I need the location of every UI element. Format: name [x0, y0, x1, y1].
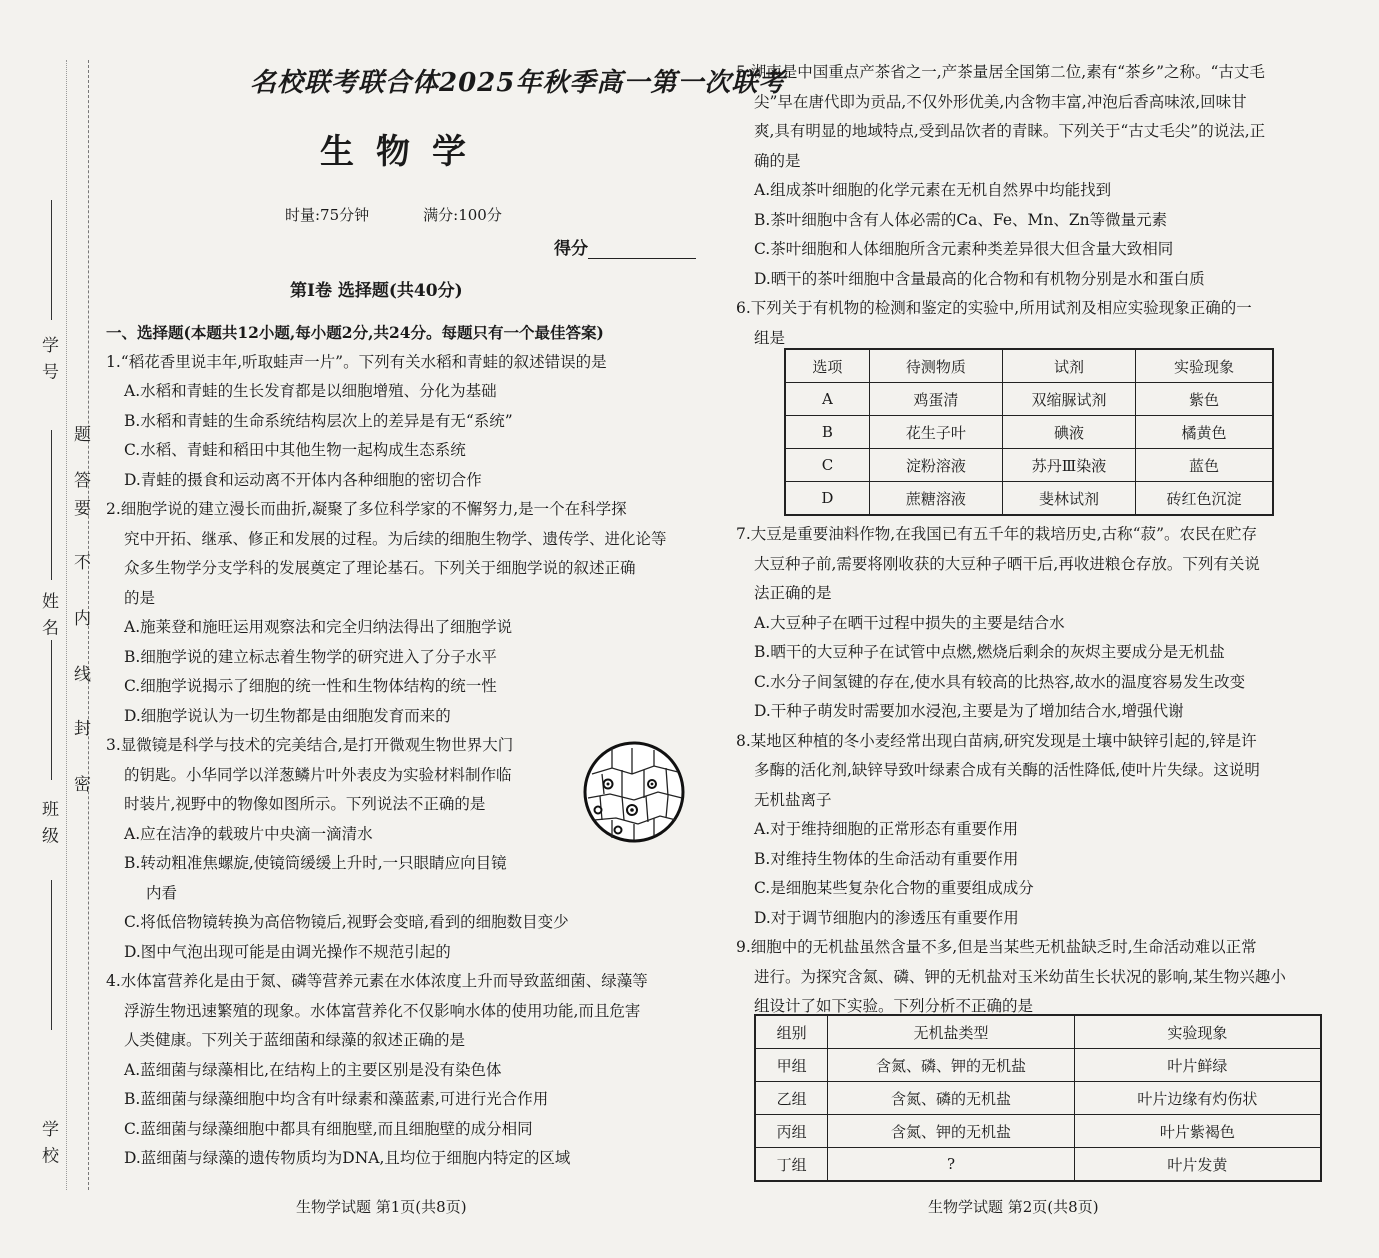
table-cell: 叶片发黄	[1074, 1148, 1321, 1182]
table-header-cell: 试剂	[1002, 349, 1135, 383]
text-line: 7.大豆是重要油料作物,在我国已有五千年的栽培历史,古称“菽”。农民在贮存	[736, 525, 1257, 543]
text-line: D.蓝细菌与绿藻的遗传物质均为DNA,且均位于细胞内特定的区域	[124, 1149, 571, 1167]
text-line: C.水分子间氢键的存在,使水具有较高的比热容,故水的温度容易发生改变	[754, 672, 1246, 691]
text-line: A.蓝细菌与绿藻相比,在结构上的主要区别是没有染色体	[124, 1060, 502, 1079]
table-cell: 叶片紫褐色	[1074, 1115, 1321, 1148]
name-blank	[51, 430, 52, 580]
table-cell: 花生子叶	[869, 416, 1002, 449]
full-score: 满分:100分	[423, 206, 502, 224]
text-line: C.茶叶细胞和人体细胞所含元素种类差异很大但含量大致相同	[754, 240, 1174, 258]
text-line: 9.细胞中的无机盐虽然含量不多,但是当某些无机盐缺乏时,生命活动难以正常	[736, 938, 1257, 956]
question-6-table	[784, 348, 1274, 516]
table-cell: 蔗糖溶液	[869, 482, 1002, 516]
table-cell: A	[785, 383, 869, 416]
table-cell: 丙组	[755, 1115, 828, 1148]
table-row	[755, 1049, 1321, 1082]
text-line: A.大豆种子在晒干过程中损失的主要是结合水	[754, 613, 1065, 632]
table-cell: 砖红色沉淀	[1136, 482, 1274, 516]
seal-char: 密	[74, 775, 91, 795]
table-header-row	[785, 349, 1273, 383]
table-cell: 甲组	[755, 1049, 828, 1082]
text-line: 浮游生物迅速繁殖的现象。水体富营养化不仅影响水体的使用功能,而且危害	[124, 1001, 641, 1020]
text-line: B.茶叶细胞中含有人体必需的Ca、Fe、Mn、Zn等微量元素	[754, 210, 1168, 229]
class-label: 班 级	[38, 800, 58, 846]
table-cell: 含氮、磷、钾的无机盐	[828, 1049, 1074, 1082]
text-line: D.青蛙的摄食和运动离不开体内各种细胞的密切合作	[124, 470, 482, 489]
text-line: 究中开拓、继承、修正和发展的过程。为后续的细胞生物学、遗传学、进化论等	[124, 529, 667, 548]
table-header-cell: 待测物质	[869, 349, 1002, 383]
table-cell: 丁组	[755, 1148, 828, 1182]
text-line: 一、选择题(本题共12小题,每小题2分,共24分。每题只有一个最佳答案)	[106, 323, 604, 342]
text-line: 5.湖南是中国重点产茶省之一,产茶量居全国第二位,素有“茶乡”之称。“古丈毛	[736, 63, 1265, 81]
table-cell: 含氮、钾的无机盐	[828, 1115, 1074, 1148]
text-line: 1.“稻花香里说丰年,听取蛙声一片”。下列有关水稻和青蛙的叙述错误的是	[106, 352, 607, 371]
text-line: C.水稻、青蛙和稻田中其他生物一起构成生态系统	[124, 441, 466, 459]
text-line: A.组成茶叶细胞的化学元素在无机自然界中均能找到	[754, 181, 1112, 199]
text-line: 尖”早在唐代即为贡品,不仅外形优美,内含物丰富,冲泡后香高味浓,回味甘	[754, 92, 1247, 111]
name-label: 姓 名	[38, 592, 58, 638]
binding-margin	[0, 0, 96, 1258]
text-line: 多酶的活化剂,缺锌导致叶绿素合成有关酶的活性降低,使叶片失绿。这说明	[754, 761, 1260, 779]
text-line: D.对于调节细胞内的渗透压有重要作用	[754, 908, 1019, 927]
text-line: 组是	[754, 328, 786, 347]
section-heading: 第Ⅰ卷 选择题(共40分)	[290, 281, 463, 301]
text-line: 确的是	[754, 151, 801, 170]
table-row	[785, 449, 1273, 482]
text-line: A.水稻和青蛙的生长发育都是以细胞增殖、分化为基础	[124, 382, 497, 400]
text-line: 2.细胞学说的建立漫长而曲折,凝聚了多位科学家的不懈努力,是一个在科学探	[106, 500, 627, 518]
table-cell: B	[785, 416, 869, 449]
table-cell: C	[785, 449, 869, 482]
table-header-cell: 无机盐类型	[828, 1015, 1074, 1049]
table-cell: 蓝色	[1136, 449, 1274, 482]
score-blank	[588, 242, 696, 259]
seal-char: 线	[74, 665, 91, 685]
text-line: B.转动粗准焦螺旋,使镜筒缓缓上升时,一只眼睛应向目镜	[124, 854, 507, 872]
exam-title: 名校联考联合体2025年秋季高一第一次联考	[250, 68, 786, 98]
text-line: B.细胞学说的建立标志着生物学的研究进入了分子水平	[124, 647, 497, 666]
text-line: 的是	[124, 588, 156, 607]
table-row	[785, 383, 1273, 416]
table-cell: 斐林试剂	[1002, 482, 1135, 516]
text-line: 时装片,视野中的物像如图所示。下列说法不正确的是	[124, 795, 486, 813]
text-line: 6.下列关于有机物的检测和鉴定的实验中,所用试剂及相应实验现象正确的一	[736, 299, 1252, 317]
table-cell: 苏丹Ⅲ染液	[1002, 449, 1135, 482]
time-limit: 时量:75分钟	[285, 206, 370, 224]
microscope-field-figure	[582, 740, 686, 844]
table-cell: 紫色	[1136, 383, 1274, 416]
table-row	[785, 482, 1273, 516]
school-label: 学 校	[38, 1120, 58, 1166]
text-line: 3.显微镜是科学与技术的完美结合,是打开微观生物世界大门	[106, 736, 514, 754]
page-2-questions-a	[736, 58, 1265, 353]
seal-char: 内	[74, 609, 91, 629]
seal-char: 封	[74, 719, 91, 739]
table-cell: 双缩脲试剂	[1002, 383, 1135, 416]
text-line: 8.某地区种植的冬小麦经常出现白苗病,研究发现是土壤中缺锌引起的,锌是许	[736, 731, 1257, 750]
question-9-table	[754, 1014, 1322, 1182]
text-line: 组设计了如下实验。下列分析不正确的是	[754, 997, 1034, 1015]
table-cell: 乙组	[755, 1082, 828, 1115]
text-line: C.是细胞某些复杂化合物的重要组成成分	[754, 879, 1034, 897]
table-header-cell: 实验现象	[1074, 1015, 1321, 1049]
text-line: C.蓝细菌与绿藻细胞中都具有细胞壁,而且细胞壁的成分相同	[124, 1119, 533, 1138]
text-line: A.施莱登和施旺运用观察法和完全归纳法得出了细胞学说	[124, 618, 513, 636]
table-cell: 淀粉溶液	[869, 449, 1002, 482]
table-cell: 叶片鲜绿	[1074, 1049, 1321, 1082]
time-score-info	[285, 204, 556, 225]
text-line: 无机盐离子	[754, 790, 832, 809]
text-line: C.将低倍物镜转换为高倍物镜后,视野会变暗,看到的细胞数目变少	[124, 913, 569, 931]
text-line: 4.水体富营养化是由于氮、磷等营养元素在水体浓度上升而导致蓝细菌、绿藻等	[106, 972, 648, 990]
table-row	[755, 1115, 1321, 1148]
score-field	[554, 234, 696, 259]
text-line: B.蓝细菌与绿藻细胞中均含有叶绿素和藻蓝素,可进行光合作用	[124, 1090, 549, 1108]
page-2-footer: 生物学试题 第2页(共8页)	[928, 1198, 1099, 1216]
table-cell: 叶片边缘有灼伤状	[1074, 1082, 1321, 1115]
table-header-cell: 选项	[785, 349, 869, 383]
number-blank	[51, 200, 52, 320]
table-row	[785, 416, 1273, 449]
table-row	[755, 1082, 1321, 1115]
table-header-cell: 实验现象	[1136, 349, 1274, 383]
text-line: B.晒干的大豆种子在试管中点燃,燃烧后剩余的灰烬主要成分是无机盐	[754, 643, 1225, 661]
binding-dotted-line	[66, 60, 67, 1190]
text-line: 爽,具有明显的地域特点,受到品饮者的青睐。下列关于“古丈毛尖”的说法,正	[754, 122, 1266, 140]
text-line: 进行。为探究含氮、磷、钾的无机盐对玉米幼苗生长状况的影响,某生物兴趣小	[754, 967, 1286, 986]
table-header-row	[755, 1015, 1321, 1049]
class-blank	[51, 640, 52, 780]
table-row	[755, 1148, 1321, 1182]
number-label: 学 号	[38, 336, 58, 382]
text-line: 法正确的是	[754, 584, 832, 602]
text-line: A.对于维持细胞的正常形态有重要作用	[754, 820, 1019, 838]
school-blank	[51, 880, 52, 1030]
table-header-cell: 组别	[755, 1015, 828, 1049]
table-cell: 含氮、磷的无机盐	[828, 1082, 1074, 1115]
text-line: 大豆种子前,需要将刚收获的大豆种子晒干后,再收进粮仓存放。下列有关说	[754, 554, 1260, 573]
text-line: A.应在洁净的载玻片中央滴一滴清水	[124, 824, 373, 843]
text-line: B.对维持生物体的生命活动有重要作用	[754, 849, 1019, 868]
score-label: 得分	[554, 239, 588, 259]
text-line: 人类健康。下列关于蓝细菌和绿藻的叙述正确的是	[124, 1031, 466, 1049]
seal-char: 不	[74, 553, 91, 573]
text-line: 众多生物学分支学科的发展奠定了理论基石。下列关于细胞学说的叙述正确	[124, 559, 636, 577]
text-line: D.晒干的茶叶细胞中含量最高的化合物和有机物分别是水和蛋白质	[754, 269, 1205, 288]
table-cell: ?	[828, 1148, 1074, 1182]
page-1-footer: 生物学试题 第1页(共8页)	[296, 1198, 467, 1216]
table-cell: 橘黄色	[1136, 416, 1274, 449]
text-line: B.水稻和青蛙的生命系统结构层次上的差异是有无“系统”	[124, 411, 513, 430]
text-line: D.细胞学说认为一切生物都是由细胞发育而来的	[124, 706, 451, 725]
table-cell: 碘液	[1002, 416, 1135, 449]
text-line: D.干种子萌发时需要加水浸泡,主要是为了增加结合水,增强代谢	[754, 702, 1184, 720]
text-line: 的钥匙。小华同学以洋葱鳞片叶外表皮为实验材料制作临	[124, 765, 512, 784]
subject-title: 生物学	[320, 132, 488, 172]
seal-char: 题	[74, 425, 91, 445]
table-cell: D	[785, 482, 869, 516]
page-2-questions-b	[736, 520, 1286, 1022]
text-line: 内看	[146, 883, 178, 902]
text-line: C.细胞学说揭示了细胞的统一性和生物体结构的统一性	[124, 677, 497, 695]
page-2	[730, 0, 1350, 1258]
table-cell: 鸡蛋清	[869, 383, 1002, 416]
seal-char: 要	[74, 499, 91, 519]
seal-char: 答	[74, 471, 91, 491]
text-line: D.图中气泡出现可能是由调光操作不规范引起的	[124, 942, 451, 961]
